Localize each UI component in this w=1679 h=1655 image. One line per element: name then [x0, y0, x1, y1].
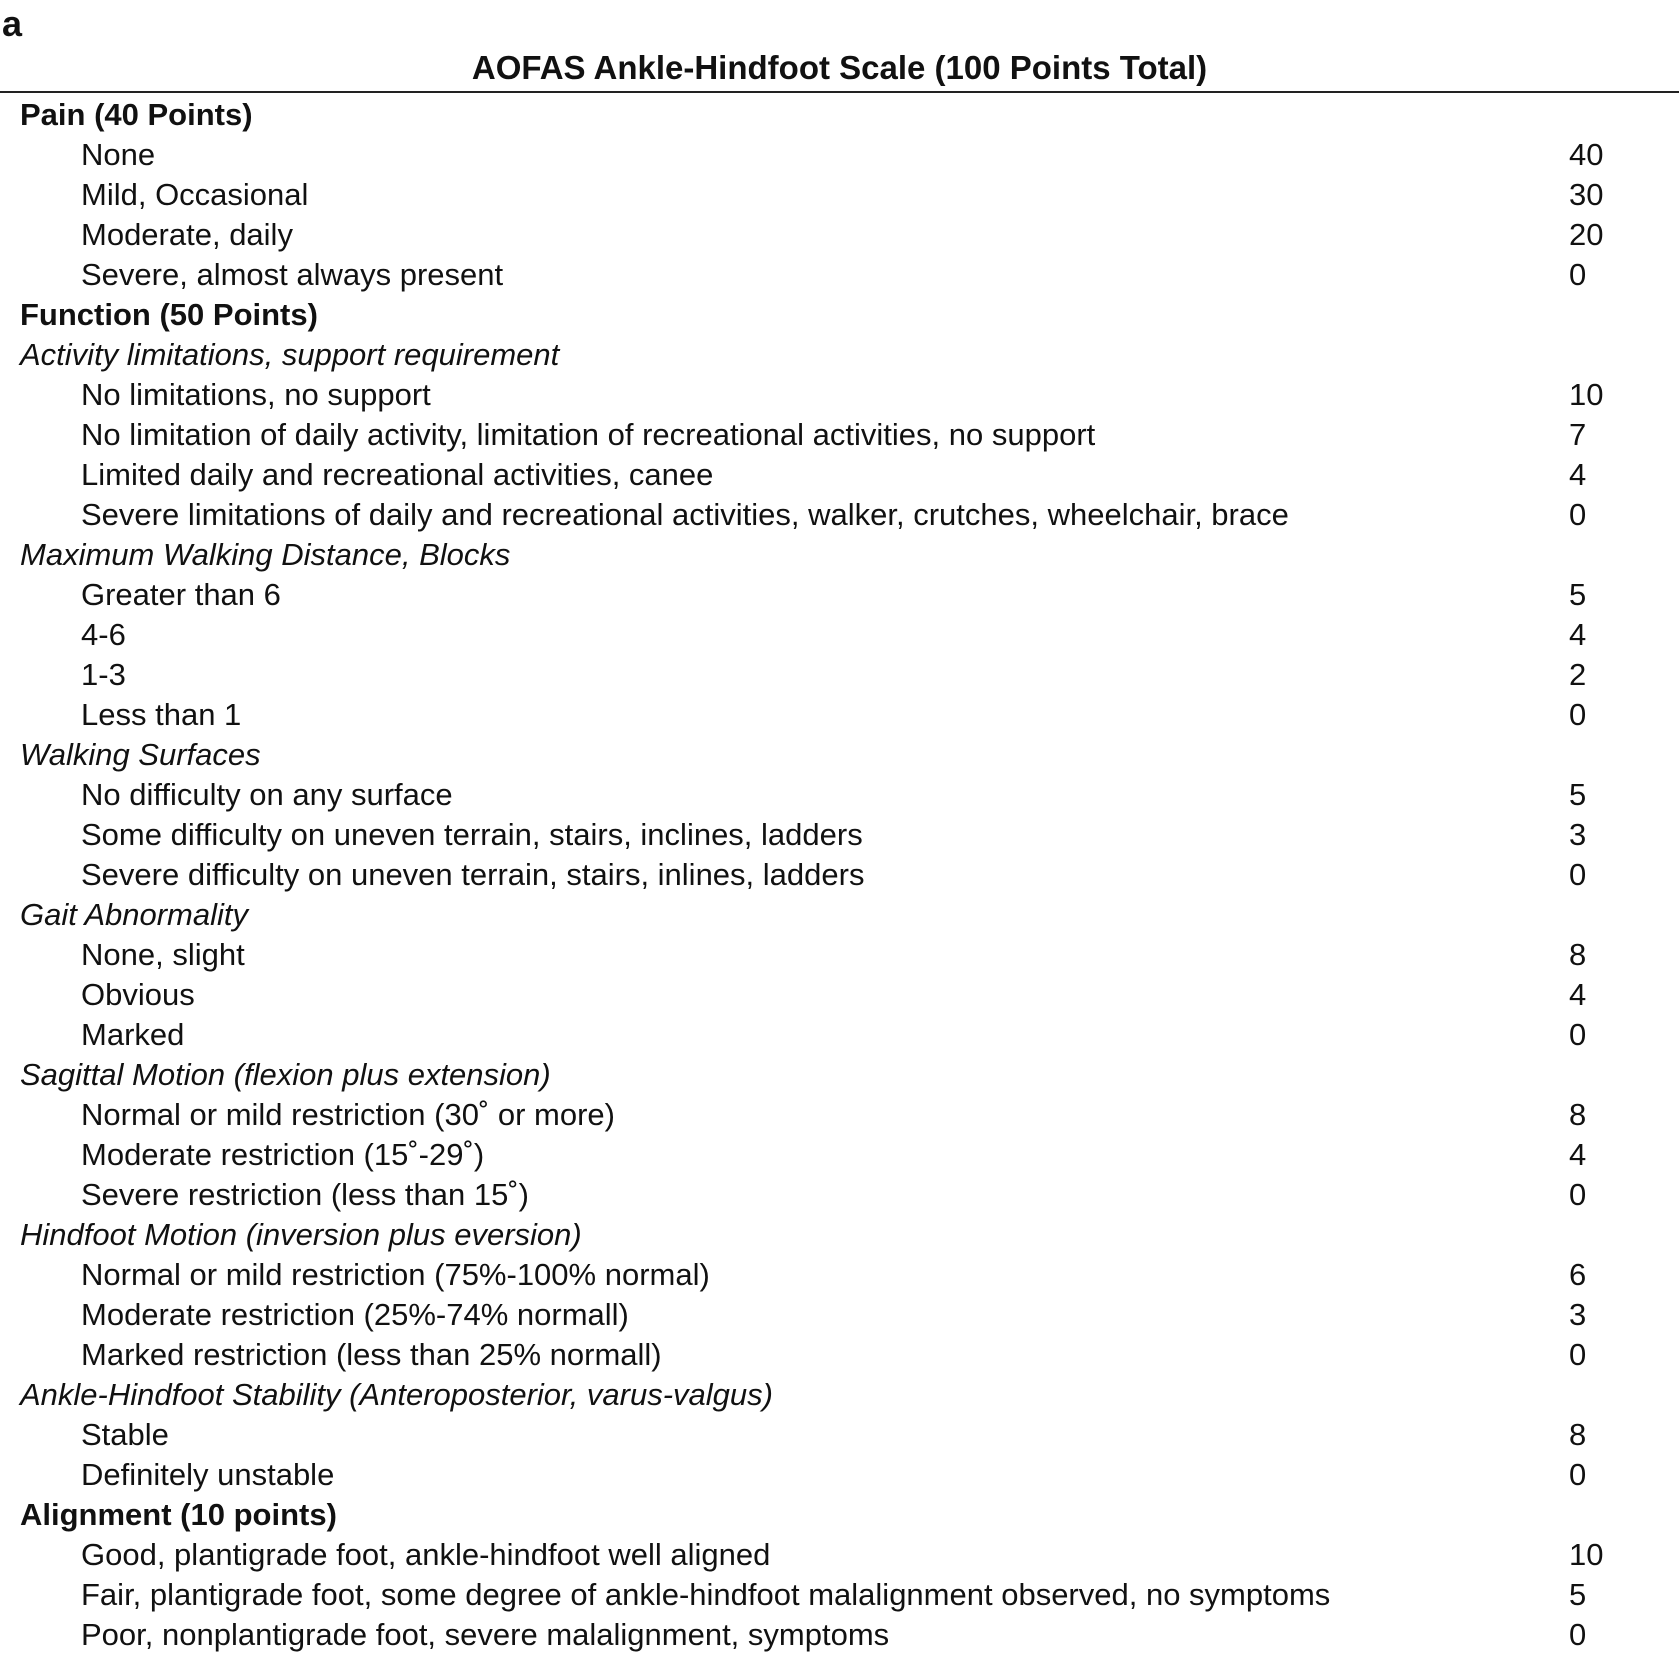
title-divider — [0, 91, 1679, 93]
row-points: 7 — [1569, 417, 1587, 452]
score-row — [0, 855, 1679, 895]
subsection-header — [0, 1215, 1679, 1255]
score-row — [0, 1255, 1679, 1295]
score-row — [0, 1175, 1679, 1215]
row-points: 8 — [1569, 937, 1587, 972]
row-label: Stable — [81, 1417, 169, 1452]
row-label: Severe difficulty on uneven terrain, stairs, inlines, ladders — [81, 857, 865, 892]
score-row — [0, 935, 1679, 975]
header-label: Maximum Walking Distance, Blocks — [20, 537, 511, 572]
score-row — [0, 1455, 1679, 1495]
subsection-header — [0, 535, 1679, 575]
row-points: 8 — [1569, 1417, 1587, 1452]
row-label: Poor, nonplantigrade foot, severe malalignment, symptoms — [81, 1617, 890, 1652]
row-label: Some difficulty on uneven terrain, stairs, inclines, ladders — [81, 817, 863, 852]
row-points: 4 — [1569, 1137, 1587, 1172]
subsection-header — [0, 895, 1679, 935]
score-row — [0, 415, 1679, 455]
score-row — [0, 655, 1679, 695]
row-label: Moderate, daily — [81, 217, 293, 252]
row-points: 0 — [1569, 1177, 1587, 1212]
score-row — [0, 1095, 1679, 1135]
row-points: 0 — [1569, 257, 1587, 292]
subsection-header — [0, 1375, 1679, 1415]
row-label: Good, plantigrade foot, ankle-hindfoot well aligned — [81, 1537, 771, 1572]
row-label: Obvious — [81, 977, 195, 1012]
row-points: 40 — [1569, 137, 1604, 172]
panel-label: a — [2, 3, 23, 44]
score-row — [0, 695, 1679, 735]
table-title: AOFAS Ankle-Hindfoot Scale (100 Points Total) — [471, 49, 1208, 86]
row-label: Severe, almost always present — [81, 257, 504, 292]
section-header — [0, 95, 1679, 135]
row-label: 4-6 — [81, 617, 126, 652]
row-points: 20 — [1569, 217, 1604, 252]
row-label: Limited daily and recreational activities, canee — [81, 457, 714, 492]
row-label: Moderate restriction (25%-74% normall) — [81, 1297, 629, 1332]
subsection-header — [0, 735, 1679, 775]
score-row — [0, 975, 1679, 1015]
row-label: Severe restriction (less than 15˚) — [81, 1177, 529, 1212]
row-label: Normal or mild restriction (30˚ or more) — [81, 1097, 615, 1132]
row-points: 0 — [1569, 1017, 1587, 1052]
row-label: No limitations, no support — [81, 377, 431, 412]
score-table — [0, 95, 1679, 1655]
row-label: None, slight — [81, 937, 245, 972]
row-points: 2 — [1569, 657, 1587, 692]
row-label: 1-3 — [81, 657, 126, 692]
score-row — [0, 1615, 1679, 1655]
header-label: Gait Abnormality — [20, 897, 248, 932]
row-points: 3 — [1569, 817, 1587, 852]
score-row — [0, 775, 1679, 815]
row-points: 0 — [1569, 1457, 1587, 1492]
row-label: Fair, plantigrade foot, some degree of ankle-hindfoot malalignment observed, no symptoms — [81, 1577, 1331, 1612]
score-row — [0, 1295, 1679, 1335]
row-points: 5 — [1569, 1577, 1587, 1612]
score-row — [0, 455, 1679, 495]
score-row — [0, 1015, 1679, 1055]
row-points: 6 — [1569, 1257, 1587, 1292]
score-row — [0, 1535, 1679, 1575]
header-label: Pain (40 Points) — [20, 97, 253, 132]
row-points: 0 — [1569, 1617, 1587, 1652]
row-label: Normal or mild restriction (75%-100% normal) — [81, 1257, 710, 1292]
section-header — [0, 1495, 1679, 1535]
row-points: 0 — [1569, 857, 1587, 892]
row-label: Less than 1 — [81, 697, 242, 732]
header-label: Ankle-Hindfoot Stability (Anteroposterior, varus-valgus) — [20, 1377, 773, 1412]
row-label: No difficulty on any surface — [81, 777, 453, 812]
score-row — [0, 615, 1679, 655]
score-row — [0, 1135, 1679, 1175]
row-points: 30 — [1569, 177, 1604, 212]
row-points: 10 — [1569, 1537, 1604, 1572]
header-label: Hindfoot Motion (inversion plus eversion) — [20, 1217, 582, 1252]
score-row — [0, 1575, 1679, 1615]
row-points: 4 — [1569, 617, 1587, 652]
row-label: Marked — [81, 1017, 185, 1052]
score-row — [0, 1415, 1679, 1455]
row-label: Greater than 6 — [81, 577, 281, 612]
score-row — [0, 1335, 1679, 1375]
row-points: 3 — [1569, 1297, 1587, 1332]
row-label: Definitely unstable — [81, 1457, 335, 1492]
header-label: Activity limitations, support requirement — [20, 337, 560, 372]
row-points: 5 — [1569, 577, 1587, 612]
score-row — [0, 255, 1679, 295]
score-row — [0, 375, 1679, 415]
row-points: 4 — [1569, 457, 1587, 492]
row-label: None — [81, 137, 156, 172]
score-row — [0, 175, 1679, 215]
row-points: 5 — [1569, 777, 1587, 812]
subsection-header — [0, 1055, 1679, 1095]
score-row — [0, 575, 1679, 615]
score-row — [0, 495, 1679, 535]
row-label: Severe limitations of daily and recreational activities, walker, crutches, wheelchair, brace — [81, 497, 1289, 532]
row-points: 8 — [1569, 1097, 1587, 1132]
row-points: 0 — [1569, 497, 1587, 532]
section-header — [0, 295, 1679, 335]
row-label: Marked restriction (less than 25% normall) — [81, 1337, 662, 1372]
header-label: Alignment (10 points) — [20, 1497, 337, 1532]
score-row — [0, 215, 1679, 255]
header-label: Walking Surfaces — [20, 737, 261, 772]
row-points: 0 — [1569, 697, 1587, 732]
subsection-header — [0, 335, 1679, 375]
row-points: 4 — [1569, 977, 1587, 1012]
header-label: Sagittal Motion (flexion plus extension) — [20, 1057, 551, 1092]
row-label: Mild, Occasional — [81, 177, 309, 212]
score-row — [0, 135, 1679, 175]
row-points: 10 — [1569, 377, 1604, 412]
score-row — [0, 815, 1679, 855]
row-label: Moderate restriction (15˚-29˚) — [81, 1137, 485, 1172]
row-label: No limitation of daily activity, limitation of recreational activities, no support — [81, 417, 1096, 452]
row-points: 0 — [1569, 1337, 1587, 1372]
header-label: Function (50 Points) — [20, 297, 318, 332]
